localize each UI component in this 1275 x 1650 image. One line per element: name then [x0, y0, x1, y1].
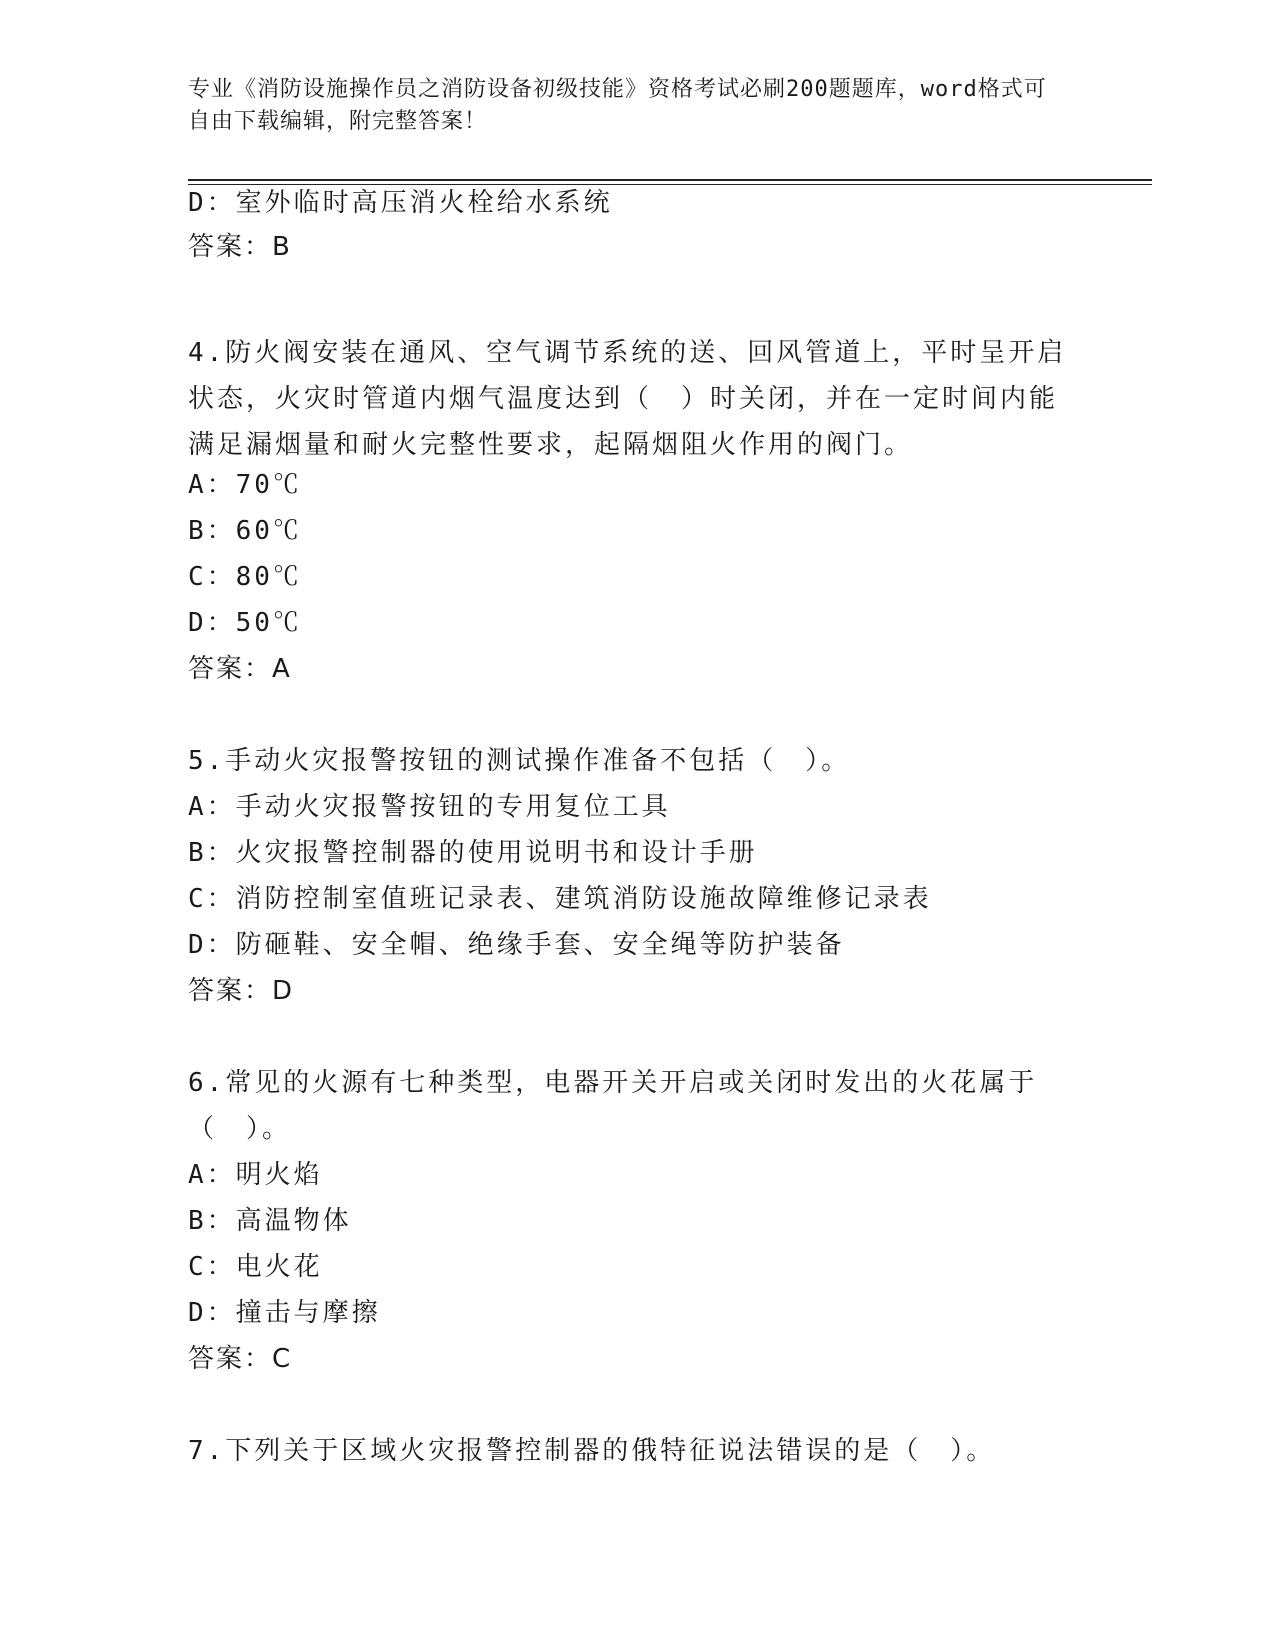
question-6-text: 6.常见的火源有七种类型，电器开关开启或关闭时发出的火花属于（ ）。 — [188, 1068, 1038, 1144]
page-header: 专业《消防设施操作员之消防设备初级技能》资格考试必刷200题题库，word格式可自由下载编辑，附完整答案！ — [188, 77, 1047, 134]
question-4-option-d: D：50℃ — [188, 608, 302, 638]
question-5-option-c: C：消防控制室值班记录表、建筑消防设施故障维修记录表 — [188, 884, 932, 914]
prev-option-d: D：室外临时高压消火栓给水系统 — [188, 188, 613, 218]
question-5-option-b: B：火灾报警控制器的使用说明书和设计手册 — [188, 838, 758, 868]
question-4-answer: 答案：A — [188, 654, 292, 684]
question-6-option-d: D：撞击与摩擦 — [188, 1298, 381, 1328]
question-4-option-b: B：60℃ — [188, 516, 302, 546]
question-4-option-a: A：70℃ — [188, 470, 302, 500]
question-6-option-a: A：明火焰 — [188, 1160, 323, 1190]
question-6-answer: 答案：C — [188, 1344, 293, 1374]
question-4-text: 4.防火阀安装在通风、空气调节系统的送、回风管道上，平时呈开启状态，火灾时管道内烟气温度达到（ ）时关闭，并在一定时间内能满足漏烟量和耐火完整性要求，起隔烟阻火作用的阀门。 — [188, 338, 1067, 460]
question-7-text: 7.下列关于区域火灾报警控制器的俄特征说法错误的是（ ）。 — [188, 1436, 996, 1466]
question-5-text: 5.手动火灾报警按钮的测试操作准备不包括（ ）。 — [188, 746, 851, 776]
prev-answer: 答案：B — [188, 232, 292, 262]
question-4-option-c: C：80℃ — [188, 562, 302, 592]
question-5-answer: 答案：D — [188, 976, 295, 1006]
question-6-option-b: B：高温物体 — [188, 1206, 352, 1236]
question-5-option-d: D：防砸鞋、安全帽、绝缘手套、安全绳等防护装备 — [188, 930, 845, 960]
question-5-option-a: A：手动火灾报警按钮的专用复位工具 — [188, 792, 671, 822]
question-6-option-c: C：电火花 — [188, 1252, 323, 1282]
